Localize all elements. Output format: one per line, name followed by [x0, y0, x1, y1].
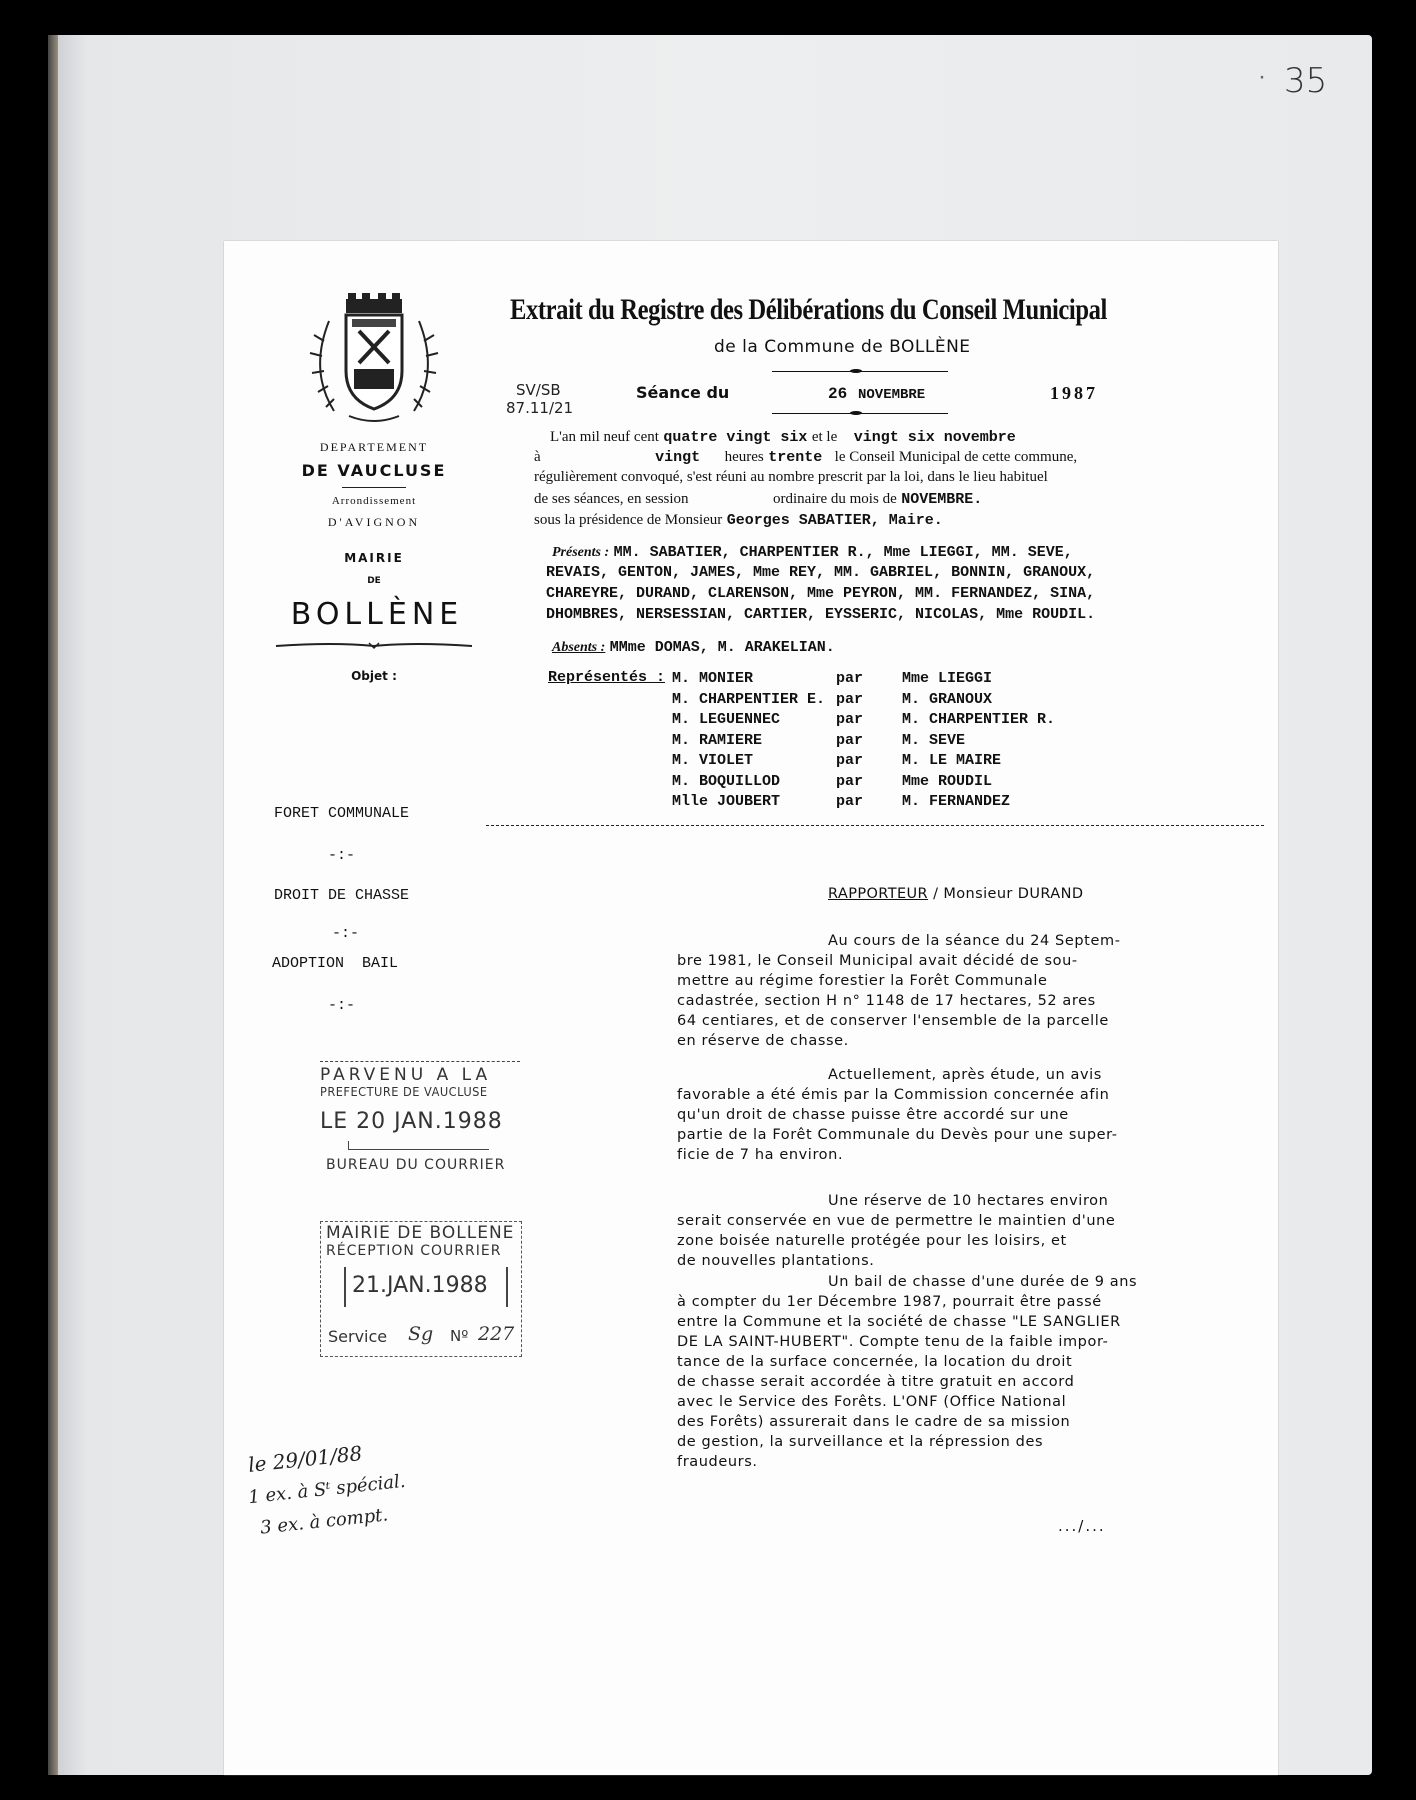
preamble-typed: NOVEMBRE.	[901, 491, 983, 508]
represented-member: M. BOQUILLOD	[672, 772, 781, 790]
divider-ornament	[850, 369, 862, 373]
body-line: de nouvelles plantations.	[677, 1253, 875, 1269]
body-line: Un bail de chasse d'une durée de 9 ans	[828, 1274, 1138, 1290]
subject-droit-de-chasse: DROIT DE CHASSE	[274, 887, 410, 904]
reference-number: 87.11/21	[506, 399, 574, 417]
represented-par: par	[836, 690, 864, 708]
body-line: de chasse serait accordée à titre gratuit en accord	[677, 1374, 1075, 1390]
body-line: qu'un droit de chasse puisse être accordé sur une	[677, 1107, 1069, 1123]
body-line: à compter du 1er Décembre 1987, pourrait être passé	[677, 1294, 1102, 1310]
body-line: 64 centiares, et de conserver l'ensemble de la parcelle	[677, 1013, 1109, 1029]
represented-proxy: Mme ROUDIL	[902, 772, 993, 790]
stamp-text: MAIRIE DE BOLLENE	[326, 1223, 515, 1243]
stamp-date: LE 20 JAN.1988	[320, 1109, 503, 1134]
represented-member: M. VIOLET	[672, 752, 754, 769]
preamble-text: heures	[724, 449, 764, 465]
stamp-text: PARVENU A LA	[320, 1065, 492, 1085]
body-line: favorable a été émis par la Commission concernée afin	[677, 1087, 1110, 1103]
presents-label: Présents :	[552, 545, 610, 560]
preamble-line	[550, 428, 1016, 446]
body-line: cadastrée, section H n° 1148 de 17 hectares, 52 ares	[677, 993, 1096, 1009]
stamp-text: RÉCEPTION COURRIER	[326, 1243, 502, 1259]
handwritten-note: le 29/01/88	[247, 1441, 364, 1477]
preamble-text: de ses séances, en session	[534, 491, 689, 507]
body-line: DE LA SAINT-HUBERT". Compte tenu de la faible impor-	[677, 1334, 1109, 1350]
absents-label: Absents :	[552, 640, 606, 655]
stamp-text: BUREAU DU COURRIER	[326, 1157, 506, 1173]
represented-label: Représentés :	[548, 669, 666, 686]
stamp-text: PREFECTURE DE VAUCLUSE	[320, 1085, 488, 1099]
represented-member: M. CHARPENTIER E.	[672, 690, 826, 708]
represented-par: par	[836, 772, 864, 790]
flourish-ornament	[274, 639, 474, 651]
represented-member: M. MONIER	[672, 670, 754, 687]
represented-par: par	[836, 731, 864, 749]
continuation-mark: .../...	[1058, 1517, 1106, 1535]
presents-names: MM. SABATIER, CHARPENTIER R., Mme LIEGGI, MM. SEVE,	[613, 544, 1073, 561]
represented-proxy: Mme LIEGGI	[902, 670, 993, 687]
reference-code: SV/SB	[516, 381, 561, 399]
document-subtitle: de la Commune de BOLLÈNE	[714, 337, 971, 357]
represented-member: M. LEGUENNEC	[672, 711, 781, 728]
presents-names: REVAIS, GENTON, JAMES, Mme REY, MM. GABRIEL, BONNIN, GRANOUX,	[546, 564, 1096, 581]
seance-label: Séance du	[636, 383, 730, 402]
presents-names: CHAREYRE, DURAND, CLARENSON, Mme PEYRON, MM. FERNANDEZ, SINA,	[546, 585, 1096, 602]
seance-month: NOVEMBRE	[858, 387, 926, 403]
represented-member: M. RAMIERE	[672, 731, 763, 749]
presents-line	[552, 543, 1073, 561]
represented-proxy: M. SEVE	[902, 731, 966, 749]
absents-names: MMme DOMAS, M. ARAKELIAN.	[609, 639, 835, 656]
bollene-heading: BOLLÈNE	[290, 597, 464, 632]
body-line: Au cours de la séance du 24 Septem-	[828, 933, 1121, 949]
body-line: en réserve de chasse.	[677, 1033, 849, 1049]
body-line: zone boisée naturelle protégée pour les loisirs, et	[677, 1233, 1067, 1249]
presents-names: DHOMBRES, NERSESSIAN, CARTIER, EYSSERIC, NICOLAS, Mme ROUDIL.	[546, 606, 1096, 623]
represented-par: par	[836, 711, 864, 728]
seance-year: 1987	[1050, 383, 1098, 403]
document-sheet	[224, 241, 1278, 1775]
rapporteur-name: / Monsieur DURAND	[933, 886, 1084, 902]
body-line: avec le Service des Forêts. L'ONF (Office National	[677, 1394, 1067, 1410]
mairie-label: MAIRIE	[344, 551, 404, 565]
coat-of-arms-logo	[304, 291, 444, 431]
prefecture-stamp	[320, 1061, 520, 1181]
rapporteur-label: RAPPORTEUR	[828, 886, 929, 902]
represented-proxy: M. LE MAIRE	[902, 752, 1002, 769]
preamble-line	[534, 490, 982, 508]
body-line: bre 1981, le Conseil Municipal avait décidé de sou-	[677, 953, 1078, 969]
represented-proxy: M. CHARPENTIER R.	[902, 711, 1056, 728]
preamble-typed: quatre vingt six	[663, 429, 808, 446]
represented-proxy: M. FERNANDEZ	[902, 793, 1011, 810]
stamp-date: 21.JAN.1988	[352, 1273, 488, 1298]
represented-par: par	[836, 670, 864, 687]
divider-ornament	[850, 411, 862, 415]
body-line: serait conservée en vue de permettre le maintien d'une	[677, 1213, 1116, 1229]
preamble-text: ordinaire du mois de	[773, 491, 897, 507]
body-line: mettre au régime forestier la Forêt Communale	[677, 973, 1048, 989]
document-title: Extrait du Registre des Délibérations du Conseil Municipal	[510, 293, 1107, 326]
stamp-handwriting: Sg	[408, 1323, 434, 1345]
page-dot: ·	[1258, 63, 1266, 90]
body-line: partie de la Forêt Communale du Devès pour une super-	[677, 1127, 1118, 1143]
body-line: entre la Commune et la société de chasse "LE SANGLIER	[677, 1314, 1121, 1330]
dashed-separator	[486, 825, 1264, 826]
body-line: fraudeurs.	[677, 1454, 758, 1470]
preamble-text: et le	[811, 429, 838, 445]
body-line: ficie de 7 ha environ.	[677, 1147, 844, 1163]
binder-page	[48, 35, 1372, 1775]
absents-line	[552, 638, 835, 656]
preamble-line	[534, 511, 943, 529]
stamp-handwriting: 227	[478, 1323, 515, 1345]
vaucluse-label: DE VAUCLUSE	[301, 461, 447, 480]
preamble-text: à	[534, 449, 541, 465]
preamble-line: régulièrement convoqué, s'est réuni au nombre prescrit par la loi, dans le lieu habituel	[534, 469, 1048, 485]
seance-day: 26	[828, 385, 848, 403]
divider	[342, 487, 406, 488]
arrondissement-label: Arrondissement	[331, 495, 417, 507]
objet-label: Objet :	[351, 669, 397, 683]
de-label: DE	[367, 576, 381, 586]
stamp-text: Nº	[450, 1327, 469, 1345]
mairie-reception-stamp	[320, 1221, 520, 1361]
subject-separator: -:-	[328, 847, 356, 864]
preamble-typed: trente	[768, 449, 823, 466]
preamble-typed: vingt six novembre	[853, 429, 1016, 446]
subject-separator: -:-	[328, 997, 356, 1014]
subject-separator: -:-	[332, 925, 360, 942]
represented-par: par	[836, 752, 864, 769]
rapporteur-line	[828, 886, 1083, 902]
body-line: tance de la surface concernée, la location du droit	[677, 1354, 1073, 1370]
handwritten-note: 3 ex. à compt.	[259, 1504, 390, 1539]
represented-par: par	[836, 793, 864, 810]
represented-member: Mlle JOUBERT	[672, 793, 781, 810]
body-line: Actuellement, après étude, un avis	[828, 1067, 1102, 1083]
preamble-line	[534, 448, 1077, 466]
departement-label: DEPARTEMENT	[319, 440, 429, 454]
subject-foret-communale: FORET COMMUNALE	[274, 805, 410, 822]
preamble-text: L'an mil neuf cent	[550, 429, 659, 445]
preamble-text: le Conseil Municipal de cette commune,	[834, 449, 1078, 465]
body-line: de gestion, la surveillance et la répression des	[677, 1434, 1044, 1450]
represented-proxy: M. GRANOUX	[902, 690, 993, 708]
body-line: des Forêts) assurerait dans le cadre de sa mission	[677, 1414, 1071, 1430]
subject-adoption-bail: ADOPTION BAIL	[272, 955, 399, 972]
handwritten-note: 1 ex. à Sᵗ spécial.	[247, 1470, 407, 1509]
body-line: Une réserve de 10 hectares environ	[828, 1193, 1109, 1209]
avignon-label: D'AVIGNON	[327, 515, 421, 529]
binder-spine	[48, 35, 58, 1775]
preamble-text: sous la présidence de Monsieur	[534, 512, 723, 528]
page-number: 35	[1284, 61, 1328, 101]
preamble-typed: vingt	[655, 449, 701, 466]
preamble-typed: Georges SABATIER, Maire.	[726, 512, 943, 529]
stamp-text: Service	[328, 1327, 388, 1346]
